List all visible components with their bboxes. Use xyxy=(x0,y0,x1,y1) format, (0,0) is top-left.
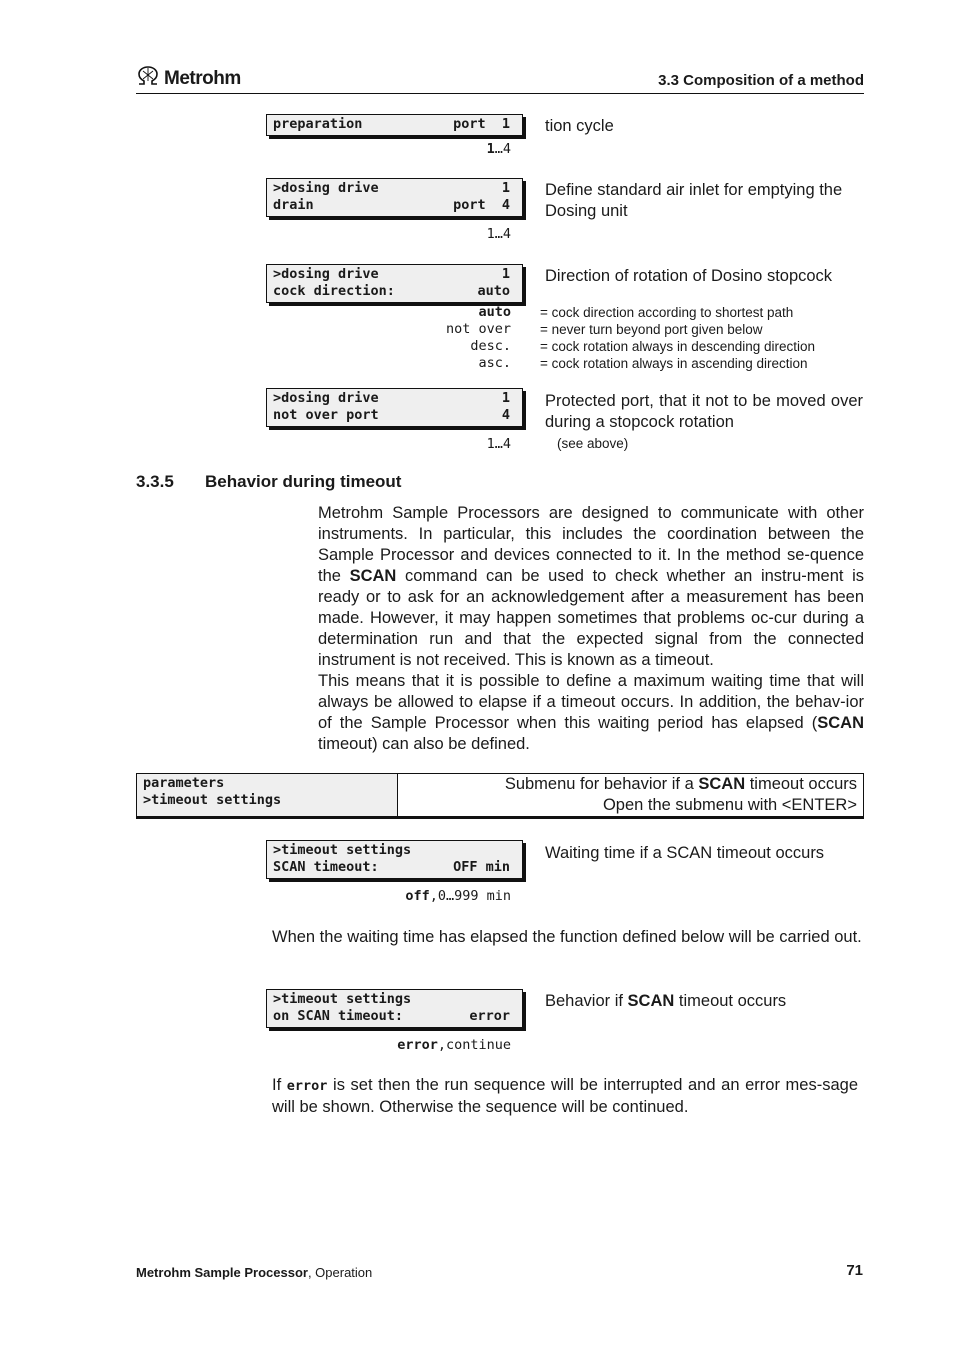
lcd-preparation-port xyxy=(266,114,523,136)
option-row: desc. = cock rotation always in descending direction xyxy=(470,338,816,354)
omega-icon xyxy=(136,66,160,91)
lcd-label: cock direction: xyxy=(273,283,395,299)
lcd-drain-port xyxy=(266,178,523,217)
lcd-label: >dosing drive xyxy=(273,180,379,196)
see-above-note: (see above) xyxy=(557,436,629,451)
lcd-label: SCAN timeout: xyxy=(273,859,379,875)
range-on-scan-timeout: error,continue xyxy=(397,1037,511,1053)
parameter-table xyxy=(136,773,864,817)
lcd-value: error xyxy=(469,1008,510,1024)
paragraph-after-timeout: When the waiting time has elapsed the function defined below will be carried out. xyxy=(272,928,862,946)
lcd-value: 1 xyxy=(501,180,510,196)
range-not-over-port: 1…4 xyxy=(486,436,511,452)
lcd-label: >dosing drive xyxy=(273,390,379,406)
header-divider xyxy=(136,93,864,94)
param-menu-path: parameters >timeout settings xyxy=(137,774,398,816)
lcd-label: >dosing drive xyxy=(273,266,379,282)
lcd-label: on SCAN timeout: xyxy=(273,1008,404,1024)
paragraph-intro: Metrohm Sample Processors are designed to communicate with other instruments. In particular, this includes the coordination between the Sample Processor and devices connected to it. In the method se-quence the SCAN command can be used to check whether an instru-ment is ready or to ask for an acknowledgement after a measurement has been made. However, it may happen sometimes that problems oc-cur during a determination run and that the expected signal from the connected instrument is not received. This is known as a timeout. This means that it is possible to define a maximum waiting time that will always be allowed to elapse if a timeout occurs. In addition, the behav-ior of the Sample Processor when this waiting period has elapsed (SCAN timeout) can also be defined. xyxy=(318,504,864,753)
lcd-scan-timeout xyxy=(266,840,523,879)
lcd-value: port 4 xyxy=(453,197,510,213)
lcd-not-over-port xyxy=(266,388,523,427)
desc-cock-direction: Direction of rotation of Dosino stopcock xyxy=(545,267,833,285)
range-drain-port: 1…4 xyxy=(486,226,511,242)
param-description: Submenu for behavior if a SCAN timeout occurs Open the submenu with <ENTER> xyxy=(504,775,857,814)
lcd-value: auto xyxy=(477,283,510,299)
lcd-label: not over port xyxy=(273,407,379,423)
lcd-label: drain xyxy=(273,197,314,213)
page-number: 71 xyxy=(846,1262,863,1279)
desc-on-scan-timeout: Behavior if SCAN timeout occurs xyxy=(545,992,787,1010)
lcd-value: 1 xyxy=(501,390,510,406)
desc-drain-port: Define standard air inlet for emptying the Dosing unit xyxy=(545,181,843,220)
option-row: auto = cock direction according to shortest path xyxy=(478,304,794,320)
desc-scan-timeout: Waiting time if a SCAN timeout occurs xyxy=(545,844,825,862)
brand-name: Metrohm xyxy=(164,67,241,89)
cock-direction-options xyxy=(440,304,815,372)
lcd-label: >timeout settings xyxy=(273,842,412,858)
running-header: 3.3 Composition of a method xyxy=(658,72,864,89)
footer-title: Metrohm Sample Processor, Operation xyxy=(136,1265,373,1280)
section-number: 3.3.5 xyxy=(136,472,174,491)
lcd-cock-direction xyxy=(266,264,523,303)
lcd-label: >timeout settings xyxy=(273,991,412,1007)
range-preparation-port: 1…4 xyxy=(486,141,511,157)
desc-not-over-port: Protected port, that it not to be moved over during a stopcock rotation xyxy=(545,392,863,431)
lcd-value: 1 xyxy=(501,266,510,282)
section-heading xyxy=(136,472,401,492)
paragraph-error-behavior: If error is set then the run sequence will be interrupted and an error mes-sage will be shown. Otherwise the sequence will be continued. xyxy=(272,1076,858,1116)
range-scan-timeout: off,0…999 min xyxy=(405,888,511,904)
metrohm-logo xyxy=(136,66,241,91)
desc-preparation-port: tion cycle xyxy=(545,117,614,135)
option-row: not over = never turn beyond port given below xyxy=(445,321,763,337)
lcd-on-scan-timeout xyxy=(266,989,523,1028)
lcd-label: preparation xyxy=(273,116,363,132)
lcd-value: port 1 xyxy=(453,116,510,132)
lcd-value: 4 xyxy=(501,407,510,423)
section-title: Behavior during timeout xyxy=(205,472,402,491)
option-row: asc. = cock rotation always in ascending direction xyxy=(478,355,808,371)
lcd-value: OFF min xyxy=(453,859,510,875)
